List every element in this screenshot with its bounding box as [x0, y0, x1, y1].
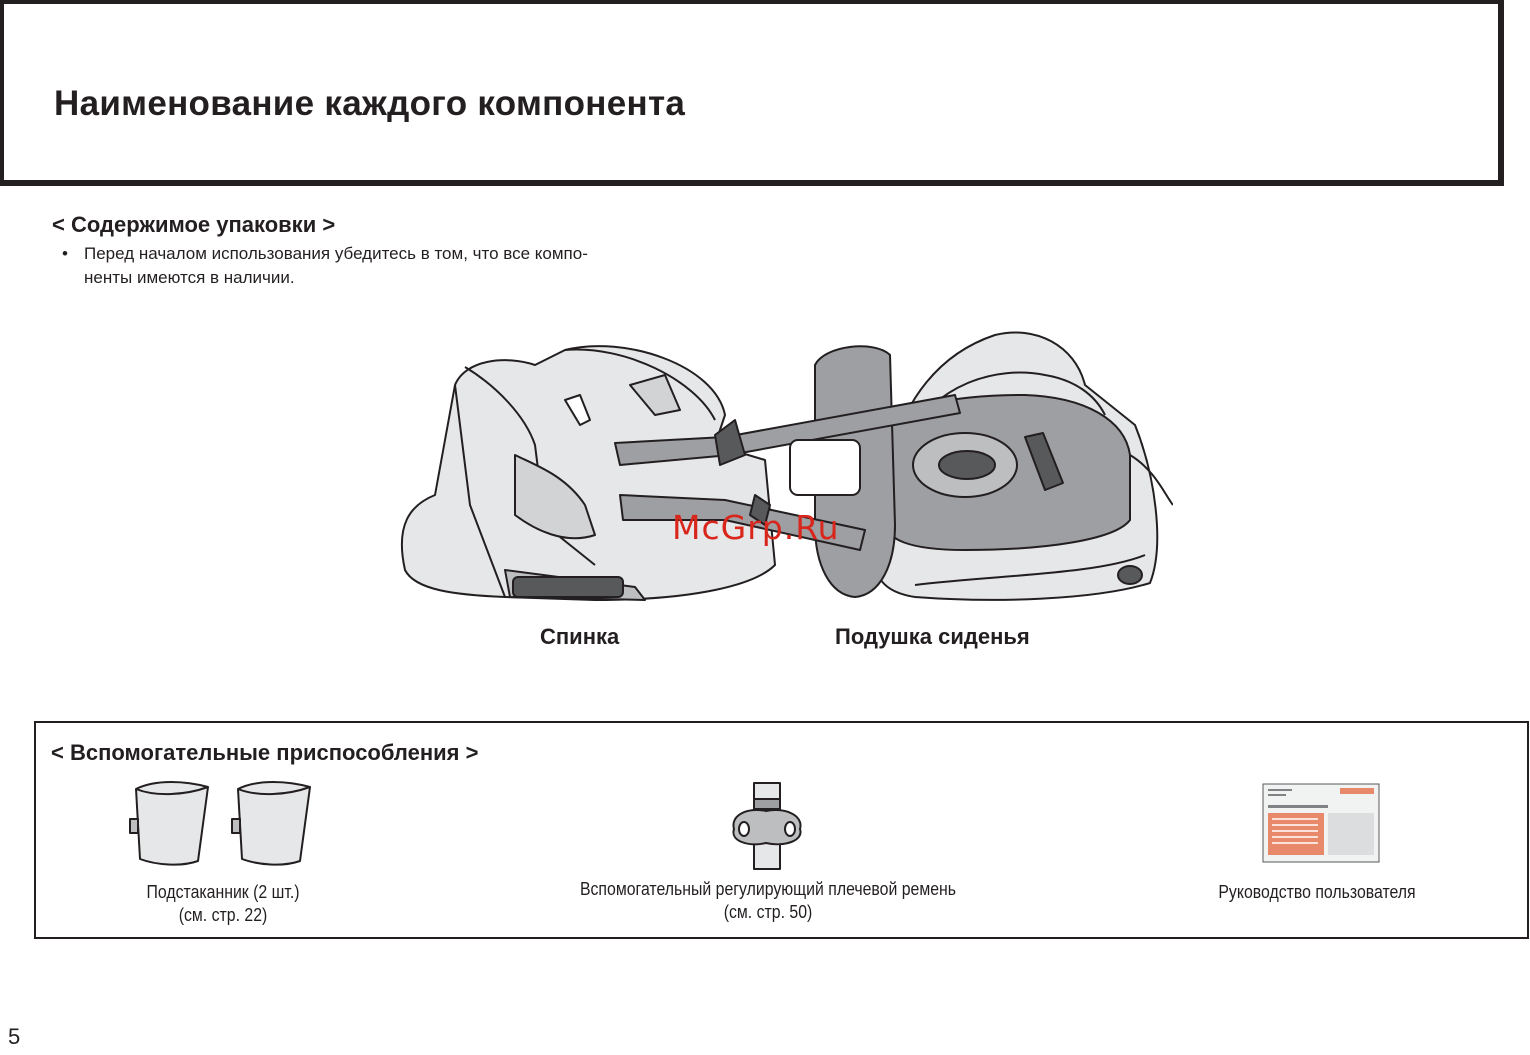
note-text — [84, 242, 684, 290]
package-contents-heading: < Содержимое упаковки > — [52, 212, 336, 237]
note-line-1: Перед началом использования убедитесь в том, что все компо- — [84, 244, 588, 263]
belt-label — [530, 878, 1005, 924]
title-box — [0, 0, 1504, 186]
label-seat-cushion: Подушка сиденья — [835, 624, 1030, 649]
manual-label: Руководство пользователя — [1218, 882, 1416, 902]
cupholder-label — [122, 881, 324, 927]
cupholder-label-line-1: Подстаканник (2 шт.) — [146, 882, 300, 902]
note-line-2: ненты имеются в наличии. — [84, 268, 295, 287]
page-number: 5 — [8, 1024, 21, 1049]
page-title: Наименование каждого компонента — [54, 84, 686, 123]
belt-label-line-2: (см. стр. 50) — [723, 902, 813, 922]
accessories-box — [34, 721, 1529, 939]
shoulder-belt-adjuster-icon — [728, 781, 808, 871]
car-seat-illustration — [395, 325, 1173, 607]
bullet-marker: • — [62, 244, 68, 263]
label-backrest: Спинка — [540, 624, 620, 649]
cupholder-label-line-2: (см. стр. 22) — [178, 905, 268, 925]
user-manual-icon — [1262, 783, 1380, 863]
cupholder-icon — [126, 779, 316, 869]
belt-label-line-1: Вспомогательный регулирующий плечевой ремень — [579, 879, 957, 899]
watermark: McGrp.Ru — [672, 508, 840, 547]
accessories-heading: < Вспомогательные приспособления > — [51, 740, 479, 765]
